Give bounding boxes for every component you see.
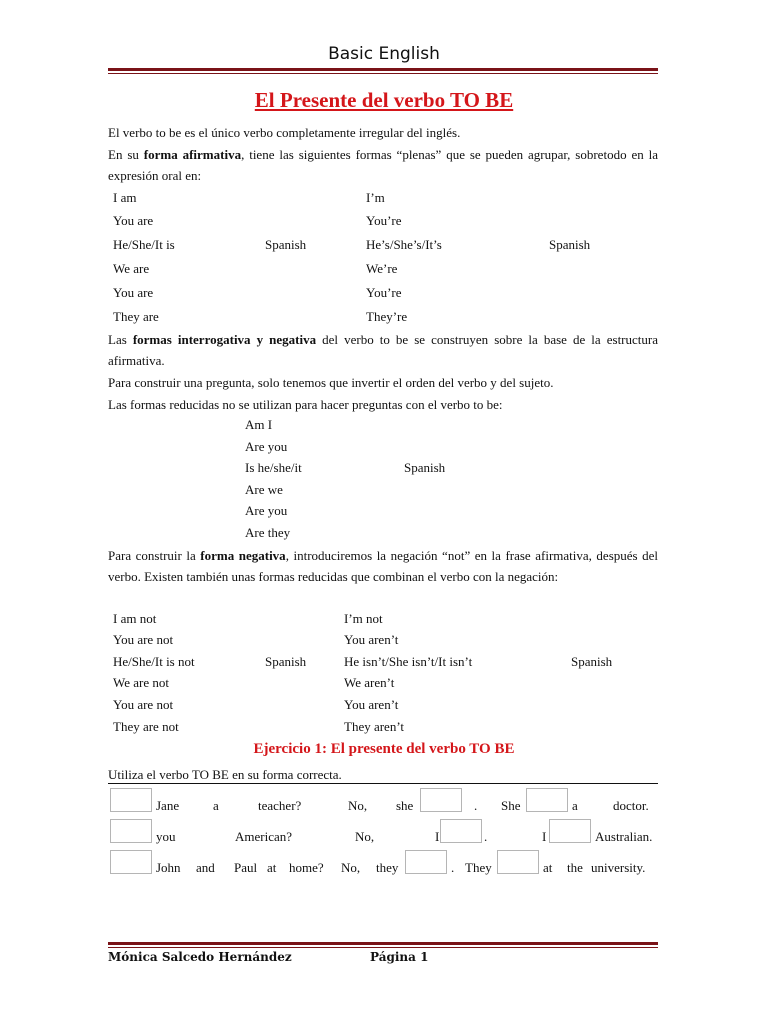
exercise-word: John [156, 860, 181, 875]
exercise-word: you [156, 829, 176, 844]
footer-page-number: Página 1 [370, 950, 429, 964]
negative-short-form: They aren’t [344, 719, 405, 734]
interrogative-text-post: del verbo to be se construyen sobre la base de la estructura afirmativa. [108, 332, 658, 368]
intro-paragraph [108, 144, 658, 186]
exercise-row [108, 850, 656, 876]
negative-paragraph [108, 545, 658, 587]
interrogative-text-bold: formas interrogativa y negativa [132, 332, 317, 347]
answer-box[interactable] [526, 788, 568, 812]
affirmative-short-form: You’re [366, 285, 402, 300]
exercise-word: they [376, 860, 399, 875]
exercise-word: . [451, 860, 455, 875]
interrogative-paragraph [108, 329, 658, 371]
question-rule-line: Para construir una pregunta, solo tenemos que invertir el orden del verbo y del sujeto. [108, 375, 554, 390]
interrogative-item: Are they [245, 525, 291, 540]
answer-box[interactable] [110, 819, 152, 843]
negative-text-pre: Para construir la [108, 548, 201, 563]
exercise-word: Jane [156, 798, 180, 813]
intro-line: El verbo to be es el único verbo completamente irregular del inglés. [108, 125, 461, 140]
interrogative-item: Are you [245, 439, 288, 454]
affirmative-full-form: You are [113, 285, 154, 300]
negative-short-form: We aren’t [344, 675, 395, 690]
exercise-word: I [435, 829, 440, 844]
answer-box[interactable] [405, 850, 447, 874]
negative-text-bold: forma negativa [200, 548, 286, 563]
negative-full-form: I am not [113, 611, 157, 626]
negative-full-form: They are not [113, 719, 179, 734]
negative-short-form: You aren’t [344, 697, 399, 712]
exercise-title: Ejercicio 1: El presente del verbo TO BE [253, 741, 515, 757]
exercise-word: doctor. [613, 798, 649, 813]
answer-box[interactable] [549, 819, 591, 843]
exercise-word: She [501, 798, 521, 813]
header-title: Basic English [328, 44, 440, 64]
affirmative-note-left: Spanish [265, 237, 307, 252]
answer-box[interactable] [420, 788, 462, 812]
negative-short-form: I’m not [344, 611, 383, 626]
exercise-word: . [474, 798, 478, 813]
exercise-word: a [572, 798, 578, 813]
interrogative-item: Am I [245, 417, 273, 432]
answer-box[interactable] [440, 819, 482, 843]
exercise-word: teacher? [258, 798, 302, 813]
exercise-word: They [465, 860, 492, 875]
negative-note-right: Spanish [571, 654, 613, 669]
exercise-word: the [567, 860, 583, 875]
affirmative-short-form: We’re [366, 261, 398, 276]
interrogative-item: Is he/she/it [245, 460, 302, 475]
exercise-word: American? [235, 829, 293, 844]
exercise-instruction: Utiliza el verbo TO BE en su forma correcta. [108, 766, 658, 784]
negative-full-form: We are not [113, 675, 169, 690]
affirmative-full-form: I am [113, 190, 137, 205]
negative-full-form: He/She/It is not [113, 654, 195, 669]
exercise-word: home? [289, 860, 324, 875]
answer-box[interactable] [110, 850, 152, 874]
negative-text-post: , introduciremos la negación “not” en la frase afirmativa, después del verbo. Existen también unas formas reducidas que combinan el verbo con la negación: [108, 548, 658, 584]
answer-box[interactable] [497, 850, 539, 874]
intro-text-pre: En su [108, 147, 144, 162]
affirmative-note-right: Spanish [549, 237, 591, 252]
affirmative-full-form: We are [113, 261, 150, 276]
footer-author: Mónica Salcedo Hernández [108, 950, 292, 964]
exercise-word: Australian. [595, 829, 653, 844]
exercise-word: I [542, 829, 547, 844]
affirmative-short-form: I’m [366, 190, 385, 205]
exercise-word: . [484, 829, 488, 844]
answer-box[interactable] [110, 788, 152, 812]
negative-full-form: You are not [113, 697, 174, 712]
exercise-word: she [396, 798, 414, 813]
interrogative-item: Are you [245, 503, 288, 518]
negative-full-form: You are not [113, 632, 174, 647]
negative-note-left: Spanish [265, 654, 307, 669]
exercise-word: at [267, 860, 277, 875]
exercise-word: and [196, 860, 215, 875]
exercise-word: a [213, 798, 219, 813]
exercise-row [108, 788, 656, 814]
header-rule [108, 68, 658, 74]
exercise-word: Paul [234, 860, 258, 875]
affirmative-full-form: They are [113, 309, 159, 324]
affirmative-short-form: You’re [366, 213, 402, 228]
footer-rule [108, 942, 658, 948]
interrogative-item: Are we [245, 482, 283, 497]
document-title: El Presente del verbo TO BE [254, 88, 514, 112]
exercise-row [108, 819, 656, 845]
negative-short-form: He isn’t/She isn’t/It isn’t [344, 654, 473, 669]
exercise-word: at [543, 860, 553, 875]
question-note-line: Las formas reducidas no se utilizan para hacer preguntas con el verbo to be: [108, 397, 503, 412]
interrogative-note: Spanish [404, 460, 446, 475]
affirmative-short-form: They’re [366, 309, 408, 324]
affirmative-short-form: He’s/She’s/It’s [366, 237, 442, 252]
affirmative-full-form: He/She/It is [113, 237, 175, 252]
exercise-word: university. [591, 860, 646, 875]
affirmative-full-form: You are [113, 213, 154, 228]
intro-text-bold: forma afirmativa [143, 147, 242, 162]
exercise-word: No, [355, 829, 375, 844]
exercise-word: No, [341, 860, 361, 875]
negative-short-form: You aren’t [344, 632, 399, 647]
exercise-word: No, [348, 798, 368, 813]
interrogative-text-pre: Las [108, 332, 133, 347]
intro-text-post: , tiene las siguientes formas “plenas” que se pueden agrupar, sobretodo en la expresión oral en: [108, 147, 658, 183]
